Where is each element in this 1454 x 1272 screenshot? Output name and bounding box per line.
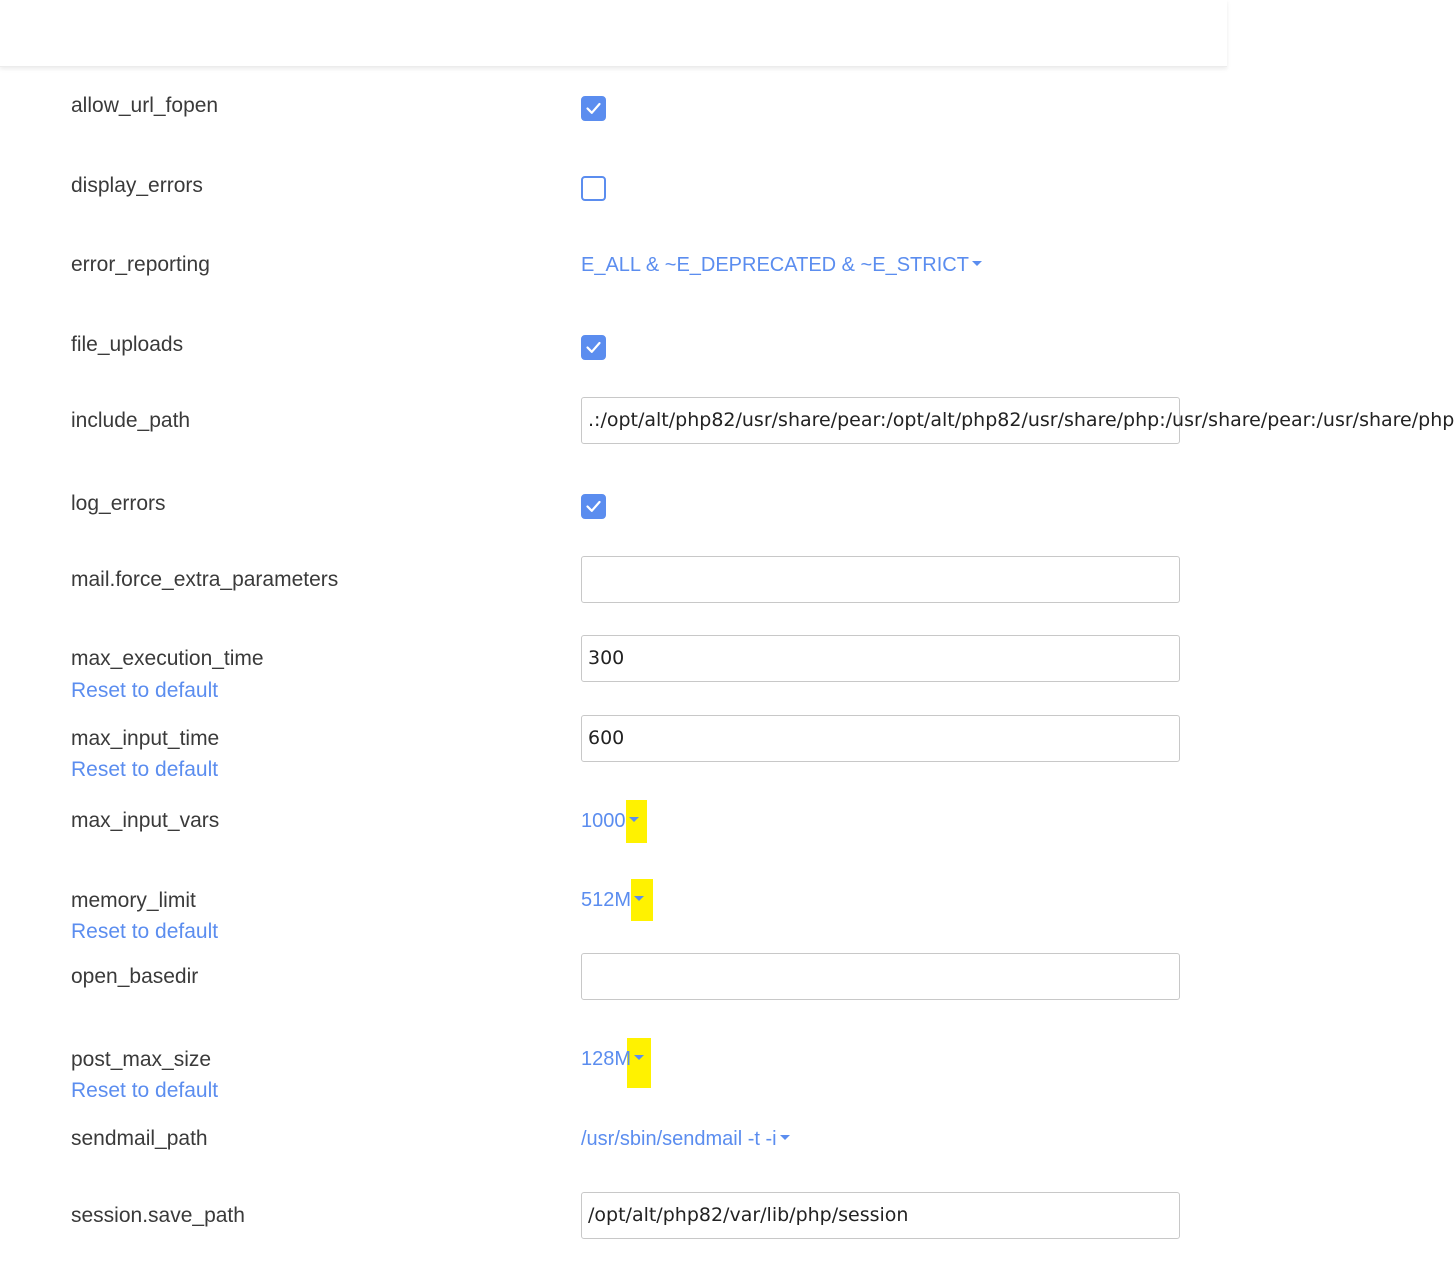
setting-label: max_execution_time: [71, 647, 264, 670]
caret-down-icon: [634, 1055, 644, 1060]
setting-label: max_input_time: [71, 727, 220, 750]
setting-label: file_uploads: [71, 333, 184, 356]
sendmail-path-dropdown[interactable]: [581, 1126, 790, 1152]
setting-label: session.save_path: [71, 1204, 245, 1227]
checkmark-icon: [585, 498, 602, 515]
reset-to-default-link[interactable]: Reset to default: [71, 758, 219, 781]
max-input-time-input[interactable]: 600: [581, 715, 1180, 762]
dropdown-value: E_ALL & ~E_DEPRECATED & ~E_STRICT: [581, 254, 969, 276]
file-uploads-checkbox[interactable]: [581, 335, 606, 360]
caret-down-icon: [629, 817, 639, 822]
setting-label: display_errors: [71, 174, 203, 197]
caret-down-icon: [634, 896, 644, 901]
reset-to-default-link[interactable]: Reset to default: [71, 679, 219, 702]
setting-label: memory_limit: [71, 889, 196, 912]
caret-down-icon: [972, 261, 982, 266]
dropdown-value: 1000: [581, 810, 626, 832]
post-max-size-dropdown[interactable]: [581, 1046, 644, 1072]
allow-url-fopen-checkbox[interactable]: [581, 96, 606, 121]
reset-to-default-link[interactable]: Reset to default: [71, 1079, 219, 1102]
max-execution-time-input[interactable]: 300: [581, 635, 1180, 682]
checkmark-icon: [585, 100, 602, 117]
session-save-path-input[interactable]: /opt/alt/php82/var/lib/php/session: [581, 1192, 1180, 1239]
error-reporting-dropdown[interactable]: [581, 252, 982, 278]
log-errors-checkbox[interactable]: [581, 494, 606, 519]
mail-force-extra-parameters-input[interactable]: [581, 556, 1180, 603]
setting-label: error_reporting: [71, 253, 210, 276]
setting-label: allow_url_fopen: [71, 94, 219, 117]
dropdown-value: /usr/sbin/sendmail -t -i: [581, 1128, 777, 1150]
setting-label: mail.force_extra_parameters: [71, 568, 339, 591]
setting-label: log_errors: [71, 492, 166, 515]
dropdown-value: 128M: [581, 1048, 632, 1070]
include-path-input[interactable]: .:/opt/alt/php82/usr/share/pear:/opt/alt/php82/usr/share/php:/usr/share/pear:/usr/share/php: [581, 397, 1180, 444]
memory-limit-dropdown[interactable]: [581, 887, 644, 913]
setting-label: post_max_size: [71, 1048, 212, 1071]
top-header-bar: [0, 0, 1227, 67]
setting-label: sendmail_path: [71, 1127, 208, 1150]
caret-down-icon: [780, 1135, 790, 1140]
max-input-vars-dropdown[interactable]: [581, 808, 639, 834]
reset-to-default-link[interactable]: Reset to default: [71, 920, 219, 943]
display-errors-checkbox[interactable]: [581, 176, 606, 201]
dropdown-value: 512M: [581, 889, 632, 911]
setting-label: open_basedir: [71, 965, 199, 988]
setting-label: max_input_vars: [71, 809, 220, 832]
open-basedir-input[interactable]: [581, 953, 1180, 1000]
checkmark-icon: [585, 339, 602, 356]
setting-label: include_path: [71, 409, 191, 432]
